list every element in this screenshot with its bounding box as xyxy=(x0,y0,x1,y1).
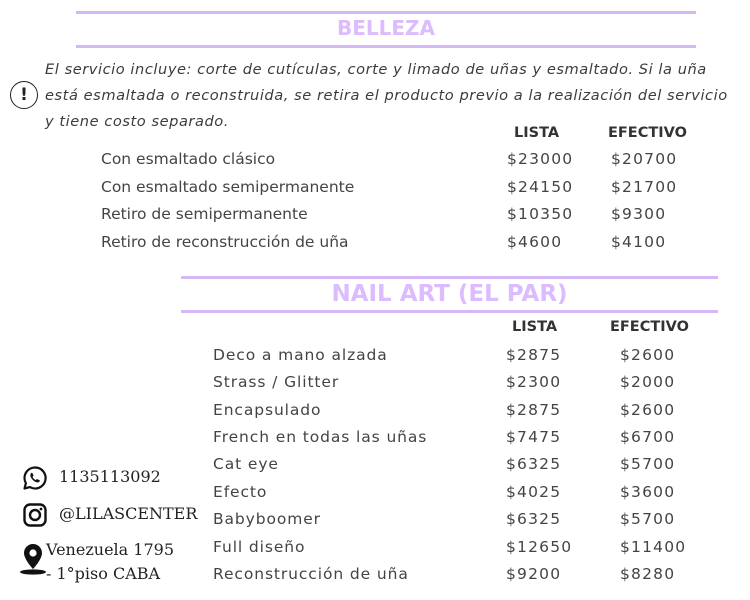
address-line-1: Venezuela 1795 xyxy=(46,540,174,559)
price-lista: $2875 xyxy=(506,401,562,419)
price-efectivo: $3600 xyxy=(620,483,676,501)
price-lista: $6325 xyxy=(506,455,562,473)
price-lista: $24150 xyxy=(507,178,574,196)
price-lista: $2300 xyxy=(506,373,562,391)
price-efectivo: $2000 xyxy=(620,373,676,391)
price-lista: $9200 xyxy=(506,565,562,583)
price-efectivo: $5700 xyxy=(620,510,676,528)
price-lista: $23000 xyxy=(507,150,574,168)
service-name: Full diseño xyxy=(213,538,306,556)
column-header-efectivo: EFECTIVO xyxy=(608,125,687,141)
price-efectivo: $9300 xyxy=(611,205,667,223)
price-efectivo: $8280 xyxy=(620,565,676,583)
divider-bottom xyxy=(76,45,696,48)
price-efectivo: $11400 xyxy=(620,538,687,556)
section-title-belleza: BELLEZA xyxy=(336,16,436,40)
service-name: Encapsulado xyxy=(213,401,322,419)
price-lista: $4600 xyxy=(507,233,563,251)
divider-top xyxy=(181,276,718,279)
price-efectivo: $4100 xyxy=(611,233,667,251)
price-lista: $2875 xyxy=(506,346,562,364)
service-name: Con esmaltado semipermanente xyxy=(101,178,355,196)
column-header-lista: LISTA xyxy=(514,125,560,141)
price-lista: $12650 xyxy=(506,538,573,556)
column-header-lista: LISTA xyxy=(512,319,558,335)
section-title-nail-art: NAIL ART (EL PAR) xyxy=(331,281,568,307)
instagram-handle: @LILASCENTER xyxy=(59,504,198,523)
service-name: Reconstrucción de uña xyxy=(213,565,409,583)
service-note: El servicio incluye: corte de cutículas, corte y limado de uñas y esmaltado. Si la uña está esmaltada o reconstruida, se retira el producto previo a la realización del servicio y tiene costo separado. xyxy=(45,61,728,130)
divider-bottom xyxy=(181,310,718,313)
column-header-efectivo: EFECTIVO xyxy=(610,319,689,335)
price-efectivo: $6700 xyxy=(620,428,676,446)
service-name: Cat eye xyxy=(213,455,279,473)
price-lista: $4025 xyxy=(506,483,562,501)
service-name: Retiro de semipermanente xyxy=(101,205,308,223)
service-name: Strass / Glitter xyxy=(213,373,340,391)
address-line-2: - 1°piso CABA xyxy=(46,564,161,583)
price-efectivo: $20700 xyxy=(611,150,678,168)
instagram-icon xyxy=(22,502,48,528)
service-name: Deco a mano alzada xyxy=(213,346,388,364)
divider-top xyxy=(76,11,696,14)
service-name: French en todas las uñas xyxy=(213,428,428,446)
price-lista: $7475 xyxy=(506,428,562,446)
whatsapp-number: 1135113092 xyxy=(59,467,161,486)
price-efectivo: $2600 xyxy=(620,346,676,364)
price-efectivo: $2600 xyxy=(620,401,676,419)
location-pin-icon xyxy=(18,542,48,578)
whatsapp-icon xyxy=(22,465,48,491)
price-lista: $10350 xyxy=(507,205,574,223)
service-name: Con esmaltado clásico xyxy=(101,150,276,168)
price-lista: $6325 xyxy=(506,510,562,528)
price-efectivo: $21700 xyxy=(611,178,678,196)
service-name: Babyboomer xyxy=(213,510,321,528)
exclamation-circle-icon: ! xyxy=(10,81,38,109)
price-efectivo: $5700 xyxy=(620,455,676,473)
service-name: Retiro de reconstrucción de uña xyxy=(101,233,349,251)
service-name: Efecto xyxy=(213,483,268,501)
